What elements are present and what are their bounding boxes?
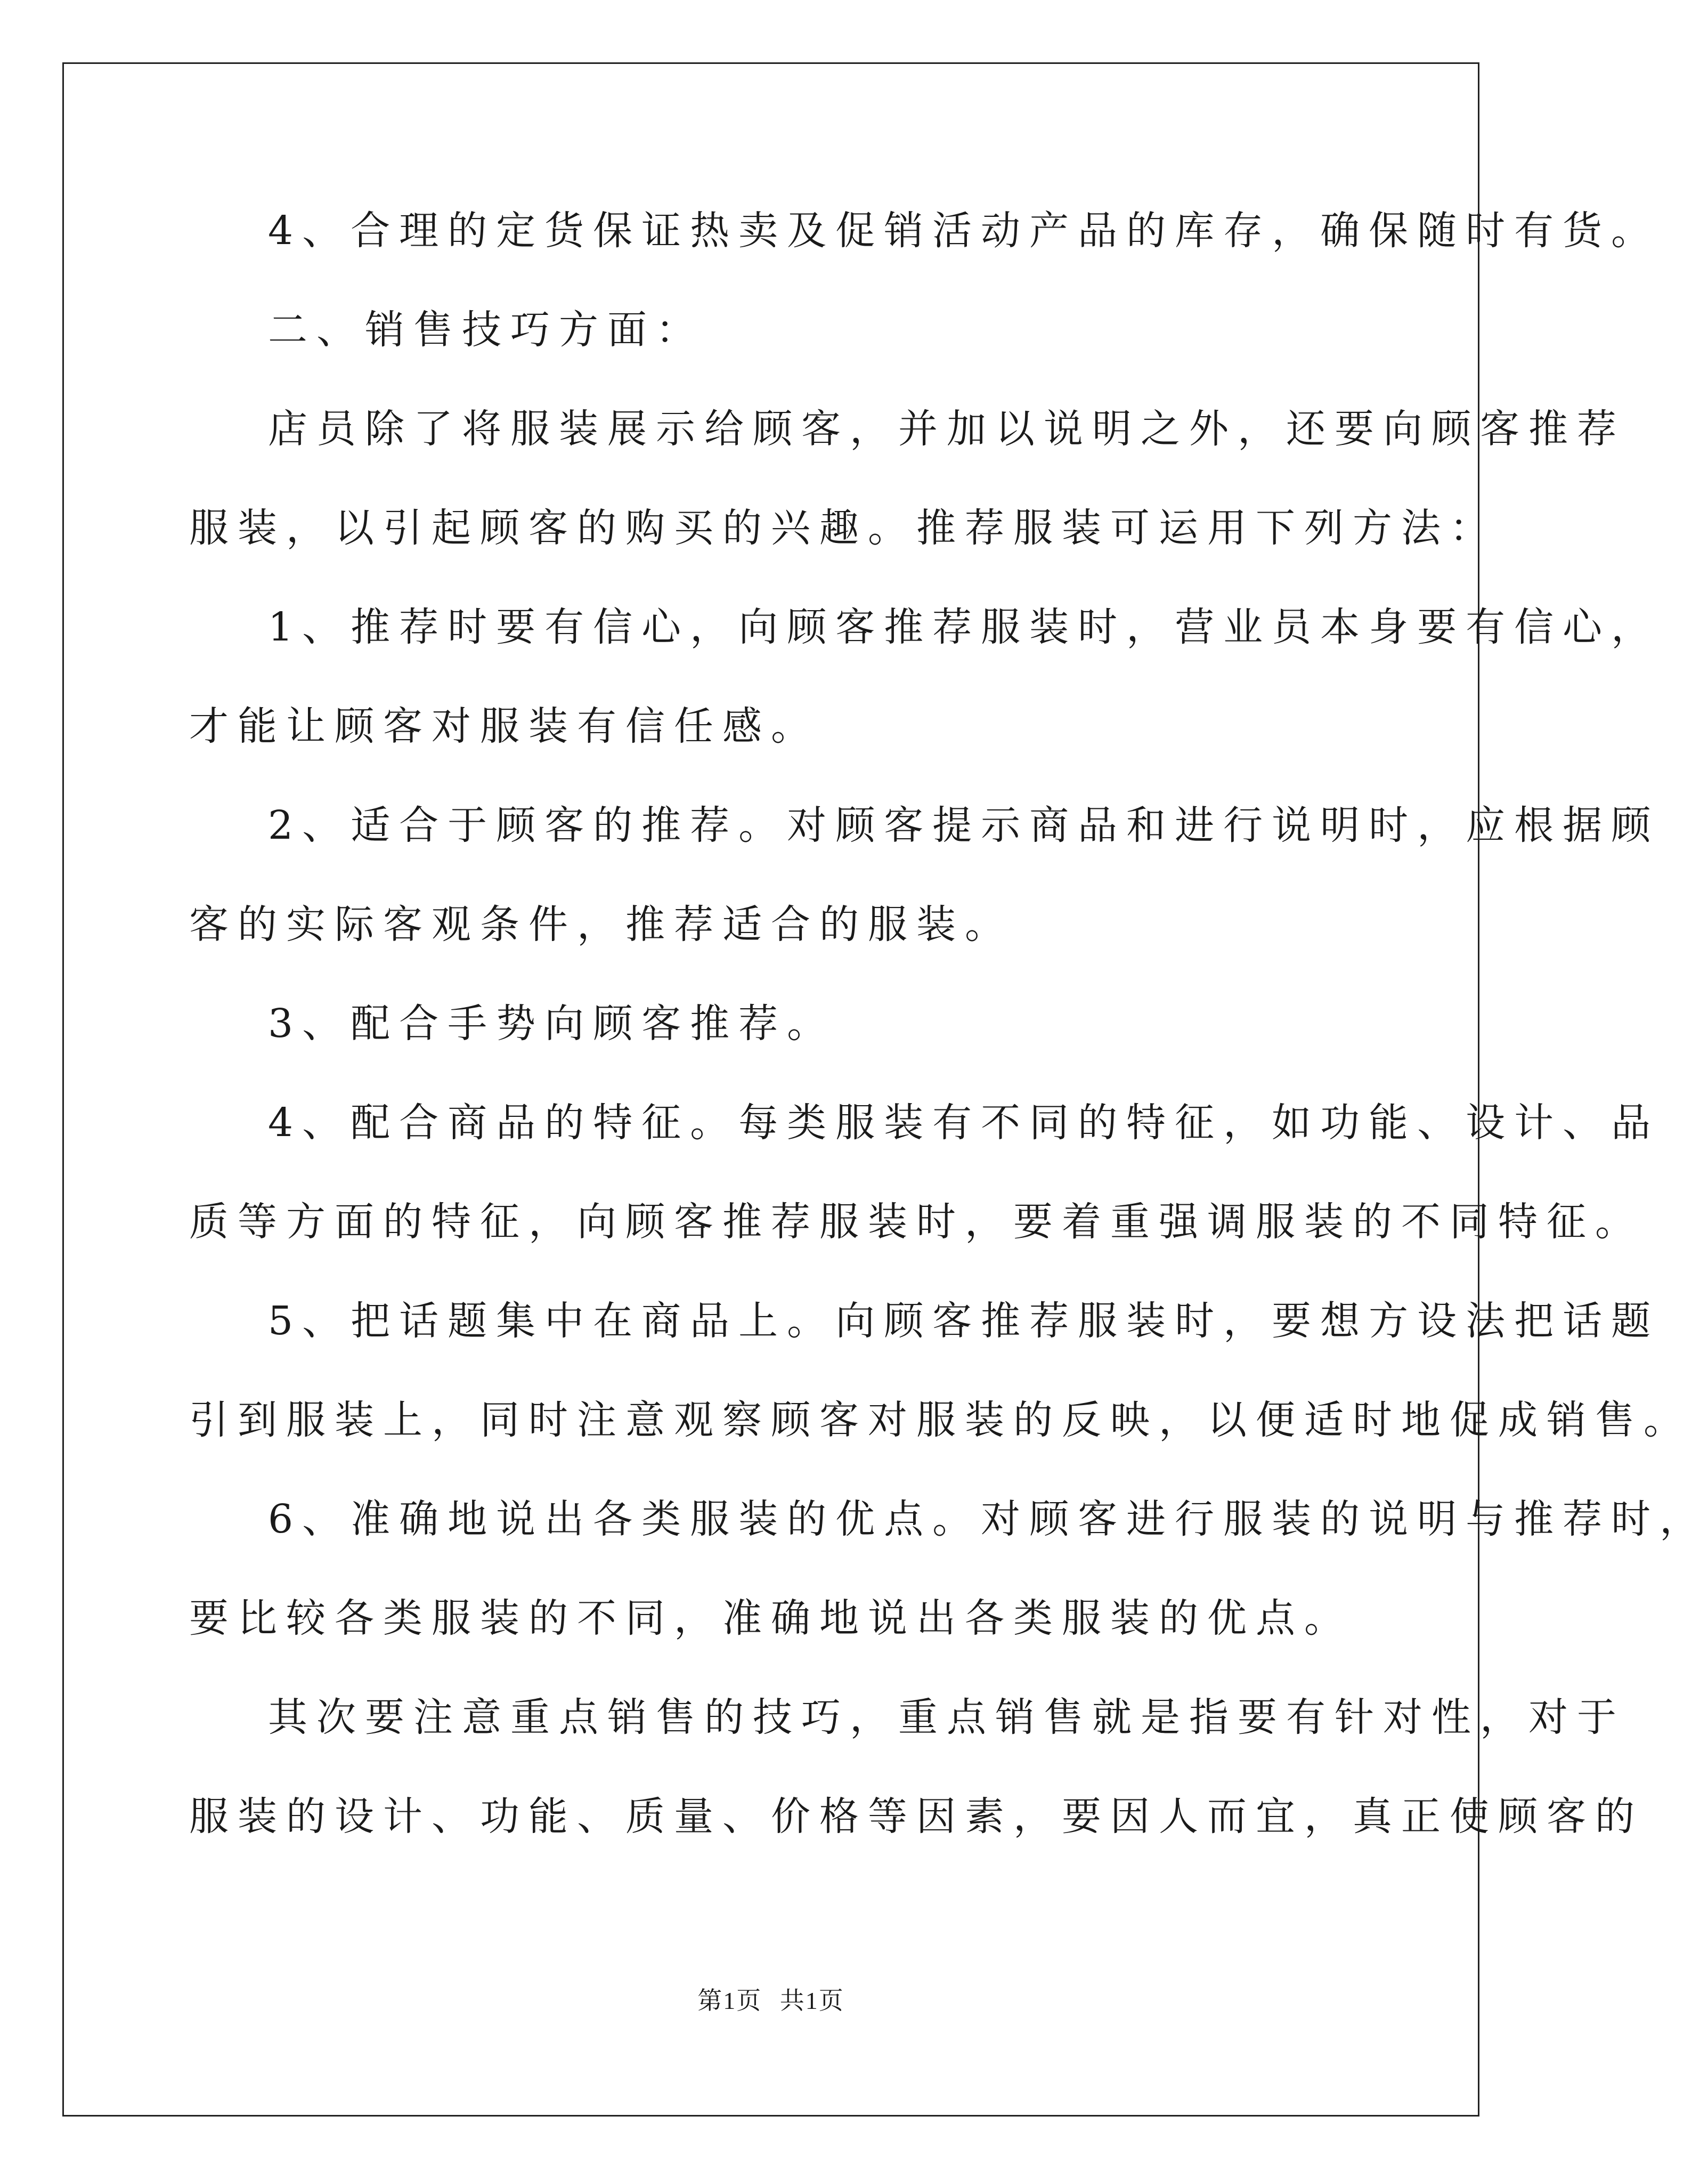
paragraph — [189, 404, 1625, 553]
text-line: 6、准确地说出各类服装的优点。对顾客进行服装的说明与推荐时， — [268, 1496, 1708, 1542]
text-line: 4、配合商品的特征。每类服装有不同的特征，如功能、设计、品 — [268, 1100, 1660, 1146]
page-number: 第1页 — [697, 1987, 762, 2014]
paragraph — [189, 800, 1660, 950]
paragraph — [189, 1692, 1644, 1842]
paragraph — [189, 602, 1660, 751]
text-line: 质等方面的特征，向顾客推荐服装时，要着重强调服装的不同特征。 — [189, 1199, 1644, 1245]
page-footer — [0, 1981, 1542, 2016]
paragraph — [189, 1494, 1708, 1643]
page-total: 共1页 — [779, 1987, 844, 2014]
paragraph — [189, 999, 1361, 1049]
text-line: 服装，以引起顾客的购买的兴趣。推荐服装可运用下列方法： — [189, 505, 1498, 551]
text-line: 5、把话题集中在商品上。向顾客推荐服装时，要想方设法把话题 — [268, 1298, 1660, 1344]
text-line: 店员除了将服装展示给顾客，并加以说明之外，还要向顾客推荐 — [268, 406, 1625, 452]
text-line: 才能让顾客对服装有信任感。 — [189, 703, 819, 749]
text-line: 要比较各类服装的不同，准确地说出各类服装的优点。 — [189, 1595, 1353, 1641]
text-line: 3、配合手势向顾客推荐。 — [268, 1001, 836, 1047]
text-line: 二、销售技巧方面： — [268, 307, 704, 353]
document-body — [189, 206, 1708, 1842]
text-line: 1、推荐时要有信心，向顾客推荐服装时，营业员本身要有信心， — [268, 604, 1660, 650]
text-line: 客的实际客观条件，推荐适合的服装。 — [189, 902, 1013, 947]
text-line: 2、适合于顾客的推荐。对顾客提示商品和进行说明时，应根据顾 — [268, 802, 1660, 848]
paragraph — [189, 1296, 1692, 1445]
text-line: 服装的设计、功能、质量、价格等因素，要因人而宜，真正使顾客的 — [189, 1794, 1644, 1839]
paragraph — [189, 1098, 1660, 1247]
text-line: 4、合理的定货保证热卖及促销活动产品的库存，确保随时有货。 — [268, 208, 1660, 254]
paragraph — [189, 206, 1660, 256]
text-line: 其次要注意重点销售的技巧，重点销售就是指要有针对性，对于 — [268, 1694, 1625, 1740]
text-line: 引到服装上，同时注意观察顾客对服装的反映，以便适时地促成销售。 — [189, 1397, 1692, 1443]
section-heading — [189, 305, 1361, 355]
